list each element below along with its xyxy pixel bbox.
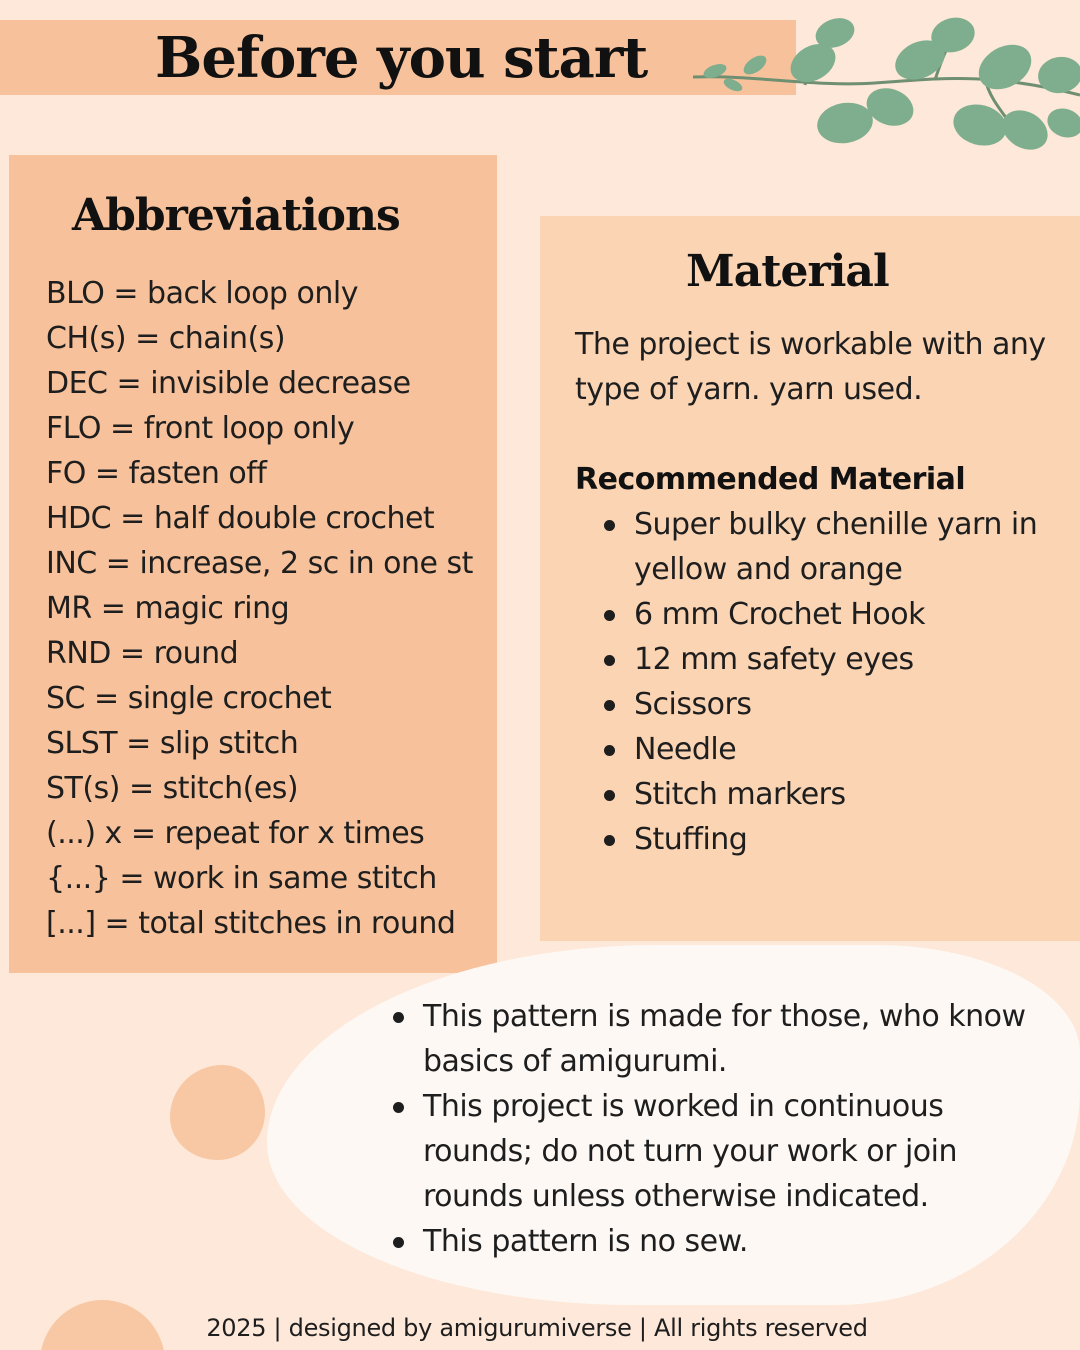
bullet-icon (393, 1237, 404, 1248)
note-item-text: This pattern is made for those, who know basics of amigurumi. (423, 999, 1026, 1079)
material-item-text: Needle (634, 732, 737, 767)
bullet-icon (393, 1012, 404, 1023)
material-item (600, 817, 1070, 862)
bullet-icon (604, 610, 615, 621)
bullet-icon (604, 790, 615, 801)
decorative-blob (170, 1065, 265, 1160)
abbreviations-list (46, 271, 473, 946)
bullet-icon (604, 520, 615, 531)
material-item (600, 637, 1070, 682)
material-item (600, 727, 1070, 772)
abbreviation-item: FO = fasten off (46, 456, 267, 491)
notes-list (389, 994, 1029, 1264)
abbreviation-item: DEC = invisible decrease (46, 366, 411, 401)
abbreviation-item: HDC = half double crochet (46, 501, 435, 536)
note-item (389, 994, 1029, 1084)
material-item (600, 682, 1070, 727)
note-item (389, 1084, 1029, 1219)
material-item (600, 502, 1070, 592)
material-item-text: 12 mm safety eyes (634, 642, 914, 677)
abbreviation-item: SLST = slip stitch (46, 726, 299, 761)
material-item-text: 6 mm Crochet Hook (634, 597, 925, 632)
abbreviation-item: (...) x = repeat for x times (46, 816, 425, 851)
abbreviations-heading: Abbreviations (72, 190, 400, 241)
abbreviation-item: ST(s) = stitch(es) (46, 771, 299, 806)
abbreviation-item: FLO = front loop only (46, 411, 355, 446)
bullet-icon (604, 655, 615, 666)
recommended-material-heading: Recommended Material (575, 462, 966, 497)
page-title: Before you start (155, 25, 648, 91)
bullet-icon (604, 700, 615, 711)
abbreviation-item: INC = increase, 2 sc in one st (46, 546, 473, 581)
material-item-text: Stuffing (634, 822, 748, 857)
material-intro: The project is workable with any type of yarn. yarn used. (575, 327, 1046, 407)
abbreviation-item: SC = single crochet (46, 681, 332, 716)
abbreviation-item: CH(s) = chain(s) (46, 321, 286, 356)
abbreviation-item: MR = magic ring (46, 591, 290, 626)
material-list (600, 502, 1070, 862)
abbreviation-item: BLO = back loop only (46, 276, 358, 311)
footer-credits: 2025 | designed by amigurumiverse | All rights reserved (206, 1314, 868, 1342)
bullet-icon (604, 745, 615, 756)
note-item-text: This pattern is no sew. (423, 1224, 748, 1259)
material-item-text: Stitch markers (634, 777, 846, 812)
note-item-text: This project is worked in continuous rounds; do not turn your work or join rounds unless otherwise indicated. (423, 1089, 957, 1214)
material-item-text: Scissors (634, 687, 752, 722)
abbreviation-item: {...} = work in same stitch (46, 861, 437, 896)
bullet-icon (393, 1102, 404, 1113)
material-item (600, 772, 1070, 817)
note-item (389, 1219, 1029, 1264)
abbreviation-item: RND = round (46, 636, 239, 671)
material-item-text: Super bulky chenille yarn in yellow and orange (634, 507, 1038, 587)
bullet-icon (604, 835, 615, 846)
abbreviation-item: [...] = total stitches in round (46, 906, 456, 941)
material-item (600, 592, 1070, 637)
eucalyptus-branch-icon (685, 5, 1080, 170)
material-heading: Material (686, 246, 889, 297)
